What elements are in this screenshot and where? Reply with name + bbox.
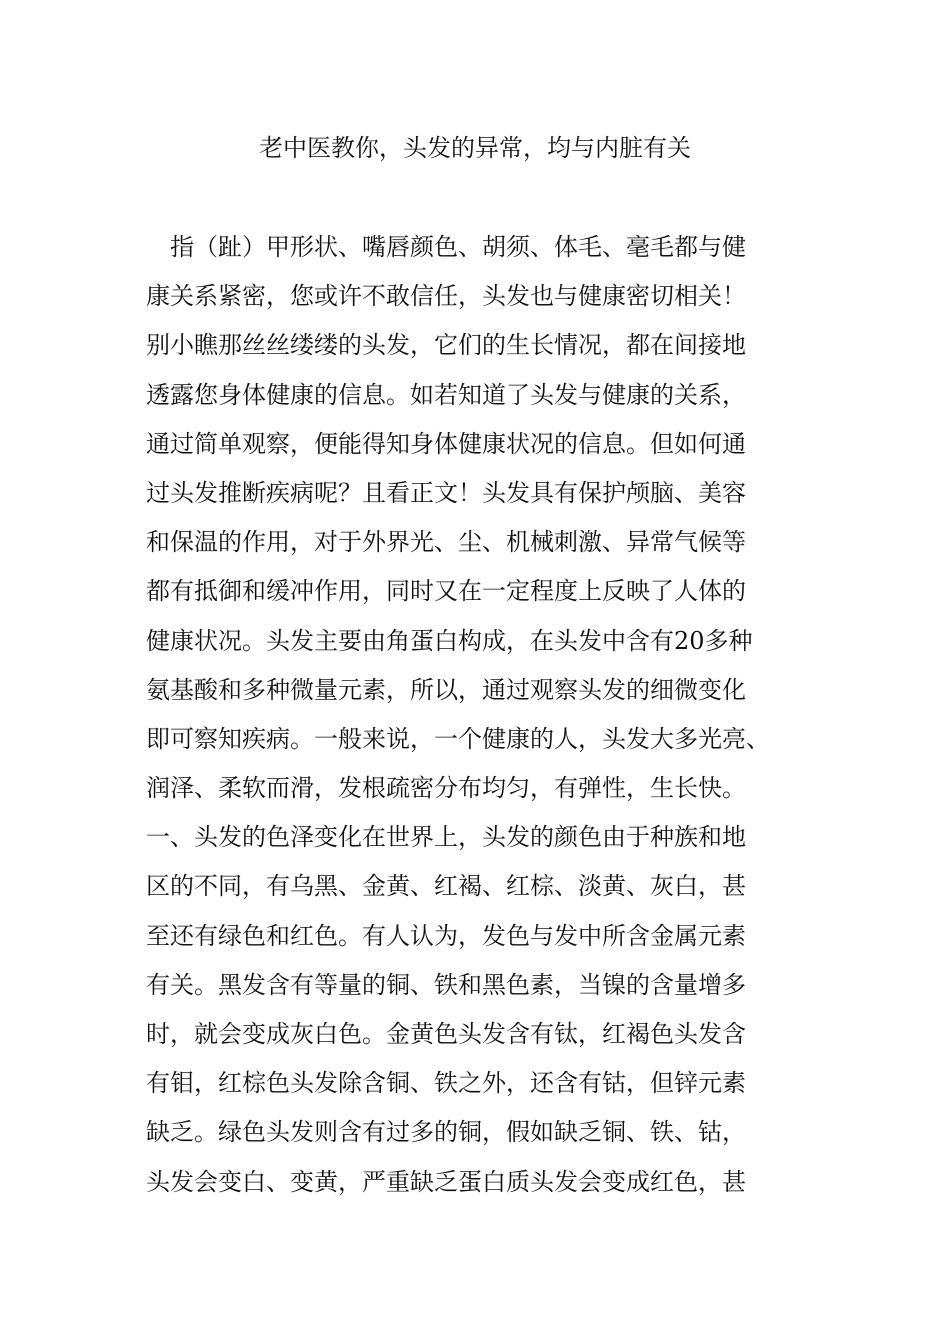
text-line: 时，就会变成灰白色。金黄色头发含有钛，红褐色头发含 [146, 1020, 746, 1048]
text-line: 缺乏。绿色头发则含有过多的铜，假如缺乏铜、铁、钴， [146, 1118, 746, 1147]
text-line: 健康状况。头发主要由角蛋白构成，在头发中含有20多种 [146, 626, 753, 655]
text-line: 即可察知疾病。一般来说，一个健康的人，头发大多光亮、 [146, 724, 770, 753]
text-line: 氨基酸和多种微量元素，所以，通过观察头发的细微变化 [146, 675, 746, 704]
text-line: 润泽、柔软而滑，发根疏密分布均匀，有弹性，生长快。 [146, 774, 746, 803]
text-line: 康关系紧密，您或许不敢信任，头发也与健康密切相关！ [146, 282, 746, 311]
document-title: 老中医教你，头发的异常，均与内脏有关 [259, 134, 691, 162]
text-line: 过头发推断疾病呢？且看正文！头发具有保护颅脑、美容 [146, 478, 746, 507]
text-line: 一、头发的色泽变化在世界上，头发的颜色由于种族和地 [146, 823, 746, 852]
text-line: 指（趾）甲形状、嘴唇颜色、胡须、体毛、毫毛都与健 [146, 233, 746, 261]
text-line: 别小瞧那丝丝缕缕的头发，它们的生长情况，都在间接地 [146, 331, 746, 360]
text-line: 区的不同，有乌黑、金黄、红褐、红棕、淡黄、灰白，甚 [146, 872, 746, 901]
text-line: 有钼，红棕色头发除含铜、铁之外，还含有钴，但锌元素 [146, 1069, 746, 1098]
text-line: 都有抵御和缓冲作用，同时又在一定程度上反映了人体的 [146, 577, 746, 606]
text-line: 透露您身体健康的信息。如若知道了头发与健康的关系， [146, 380, 746, 409]
text-line: 至还有绿色和红色。有人认为，发色与发中所含金属元素 [146, 921, 746, 950]
text-line: 有关。黑发含有等量的铜、铁和黑色素，当镍的含量增多 [146, 970, 746, 999]
document-body [146, 229, 806, 1213]
text-line: 通过简单观察，便能得知身体健康状况的信息。但如何通 [146, 429, 746, 458]
text-line: 头发会变白、变黄，严重缺乏蛋白质头发会变成红色，甚 [146, 1167, 746, 1196]
text-line: 和保温的作用，对于外界光、尘、机械刺激、异常气候等 [146, 528, 746, 557]
